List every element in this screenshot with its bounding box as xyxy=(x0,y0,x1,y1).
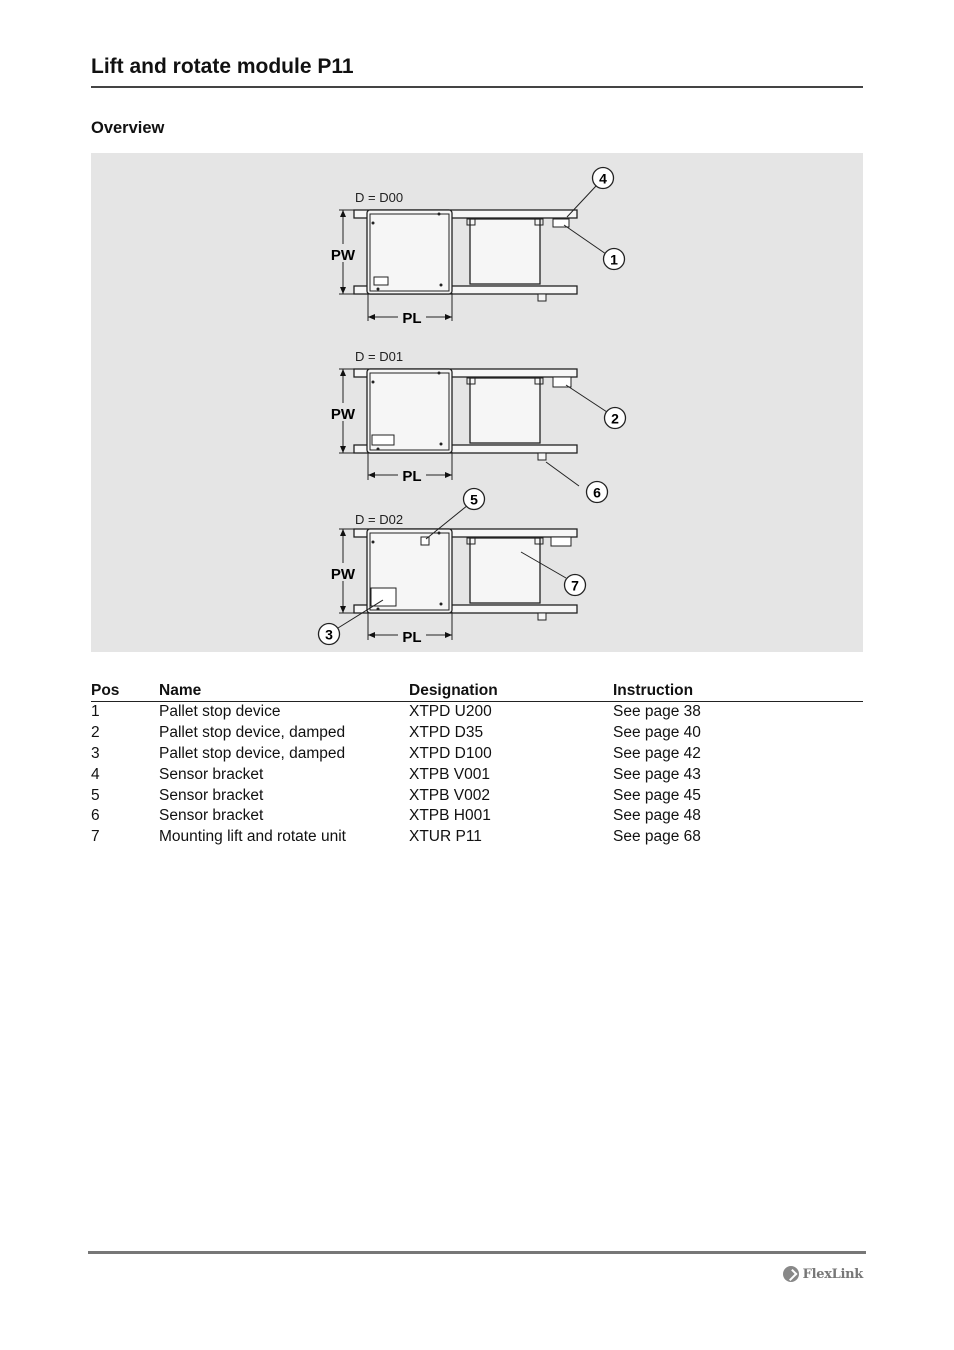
cell-pos: 7 xyxy=(91,828,100,846)
svg-text:4: 4 xyxy=(599,170,607,187)
parts-table xyxy=(91,678,863,848)
cell-name: Sensor bracket xyxy=(159,786,264,804)
callout-7 xyxy=(565,575,586,596)
cell-instruction: See page 48 xyxy=(613,807,701,825)
cell-instruction: See page 38 xyxy=(613,703,701,721)
cell-pos: 4 xyxy=(91,765,100,783)
cell-pos: 5 xyxy=(91,786,100,804)
overview-figure xyxy=(91,153,863,652)
table-header-row xyxy=(91,678,863,702)
variant-label: D = D01 xyxy=(355,349,404,364)
variant-d02 xyxy=(329,512,577,646)
cell-name: Pallet stop device xyxy=(159,703,281,721)
pl-label: PL xyxy=(402,310,422,327)
cell-designation: XTPB V001 xyxy=(409,765,490,783)
cell-pos: 6 xyxy=(91,807,100,825)
cell-designation: XTPD D35 xyxy=(409,724,484,742)
callout-4 xyxy=(593,168,614,189)
cell-instruction: See page 43 xyxy=(613,765,701,783)
svg-text:3: 3 xyxy=(325,626,333,643)
cell-name: Pallet stop device, damped xyxy=(159,724,346,742)
overview-diagram xyxy=(91,153,863,652)
table-row xyxy=(91,702,863,723)
table-row xyxy=(91,827,863,848)
pw-label: PW xyxy=(330,406,356,423)
cell-designation: XTUR P11 xyxy=(409,828,482,846)
footer-divider xyxy=(88,1251,866,1254)
cell-designation: XTPD U200 xyxy=(409,703,492,721)
callout-5 xyxy=(464,489,485,510)
pl-label: PL xyxy=(402,629,422,646)
table-row xyxy=(91,723,863,744)
cell-designation: XTPD D100 xyxy=(409,744,492,762)
svg-text:6: 6 xyxy=(593,484,601,501)
title-divider xyxy=(91,86,863,88)
cell-pos: 2 xyxy=(91,724,100,742)
cell-instruction: See page 40 xyxy=(613,724,701,742)
variant-d01 xyxy=(329,349,577,485)
cell-designation: XTPB V002 xyxy=(409,786,490,804)
flexlink-logo xyxy=(783,1264,863,1284)
cell-instruction: See page 68 xyxy=(613,828,701,846)
section-heading: Overview xyxy=(91,119,165,137)
variant-d00 xyxy=(329,190,577,327)
pl-label: PL xyxy=(402,468,422,485)
cell-name: Sensor bracket xyxy=(159,765,264,783)
cell-instruction: See page 45 xyxy=(613,786,701,804)
table-row xyxy=(91,785,863,806)
page-title: Lift and rotate module P11 xyxy=(91,55,354,78)
callout-3 xyxy=(319,624,340,645)
cell-name: Sensor bracket xyxy=(159,807,264,825)
cell-pos: 1 xyxy=(91,703,100,721)
variant-label: D = D00 xyxy=(355,190,404,205)
svg-text:1: 1 xyxy=(610,251,618,268)
header-instruction: Instruction xyxy=(613,678,863,702)
header-designation: Designation xyxy=(409,678,613,702)
header-name: Name xyxy=(159,678,409,702)
pw-label: PW xyxy=(330,566,356,583)
svg-text:7: 7 xyxy=(571,577,579,594)
callout-1 xyxy=(604,249,625,270)
cell-name: Pallet stop device, damped xyxy=(159,744,346,762)
cell-name: Mounting lift and rotate unit xyxy=(159,828,346,846)
table-row xyxy=(91,806,863,827)
cell-pos: 3 xyxy=(91,744,100,762)
flexlink-logo-icon xyxy=(783,1266,799,1282)
cell-instruction: See page 42 xyxy=(613,744,701,762)
svg-text:2: 2 xyxy=(611,410,619,427)
variant-label: D = D02 xyxy=(355,512,404,527)
table-row xyxy=(91,764,863,785)
svg-text:5: 5 xyxy=(470,491,478,508)
pw-label: PW xyxy=(330,247,356,264)
callout-2 xyxy=(605,408,626,429)
header-pos: Pos xyxy=(91,678,159,702)
logo-text: FlexLink xyxy=(802,1266,863,1282)
callout-6 xyxy=(587,482,608,503)
table-row xyxy=(91,744,863,765)
cell-designation: XTPB H001 xyxy=(409,807,491,825)
